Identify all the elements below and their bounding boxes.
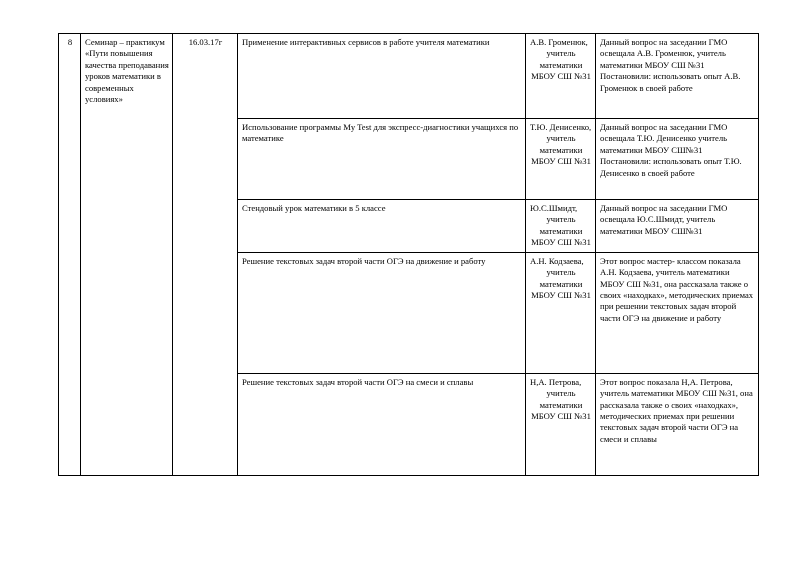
date-cell: 16.03.17г [173, 34, 238, 476]
presenter-cell [526, 119, 596, 200]
decision-cell: Данный вопрос на заседании ГМО освещала Т.Ю. Денисенко учитель математики МБОУ СШ№31 Постановили: использовать опыт Т.Ю. Денисенко в своей работе [596, 119, 759, 200]
presenter-cell [526, 252, 596, 373]
presenter-role: учитель математики МБОУ СШ №31 [531, 388, 591, 421]
presenter-cell [526, 34, 596, 119]
row-number-cell: 8 [59, 34, 81, 476]
table-row [59, 34, 759, 119]
subject-cell: Применение интерактивных сервисов в работе учителя математики [238, 34, 526, 119]
decision-cell: Этот вопрос мастер- классом показала А.Н. Кодзаева, учитель математики МБОУ СШ №31, она рассказала также о своих «находках», методических приемах при решении текстовых задач второй части ОГЭ на движение и работу [596, 252, 759, 373]
topic-title-cell: Семинар – практикум «Пути повышения качества преподавания уроков математики в современных условиях» [81, 34, 173, 476]
presenter-name: Н,А. Петрова, [530, 376, 582, 387]
presenter-name: Т.Ю. Денисенко, [530, 122, 592, 132]
presenter-role: учитель математики МБОУ СШ №31 [531, 48, 591, 82]
subject-cell: Использование программы My Test для экспресс-диагностики учащихся по математике [238, 119, 526, 200]
presenter-cell [526, 200, 596, 253]
meeting-minutes-table [58, 33, 759, 476]
decision-cell: Этот вопрос показала Н,А. Петрова, учитель математики МБОУ СШ №31, она рассказала также о своих «находках», методических приемах при решении текстовых задач второй части ОГЭ на смеси и сплавы [596, 373, 759, 475]
decision-cell: Данный вопрос на заседании ГМО освещала Ю.С.Шмидт, учитель математики МБОУ СШ№31 [596, 200, 759, 253]
presenter-cell [526, 373, 596, 475]
presenter-role: учитель математики МБОУ СШ №31 [531, 267, 591, 300]
presenter-role: учитель математики МБОУ СШ №31 [531, 214, 591, 248]
subject-cell: Решение текстовых задач второй части ОГЭ на смеси и сплавы [238, 373, 526, 475]
presenter-role: учитель математики МБОУ СШ №31 [531, 133, 591, 167]
presenter-name: А.В. Громенюк, [530, 37, 588, 47]
presenter-name: А.Н. Кодзаева, [530, 255, 584, 266]
presenter-name: Ю.С.Шмидт, [530, 203, 578, 213]
subject-cell: Стендовый урок математики в 5 классе [238, 200, 526, 253]
decision-cell: Данный вопрос на заседании ГМО освещала А.В. Громенюк, учитель математики МБОУ СШ №31 Постановили: использовать опыт А.В. Громенюк в своей работе [596, 34, 759, 119]
subject-cell: Решение текстовых задач второй части ОГЭ на движение и работу [238, 252, 526, 373]
